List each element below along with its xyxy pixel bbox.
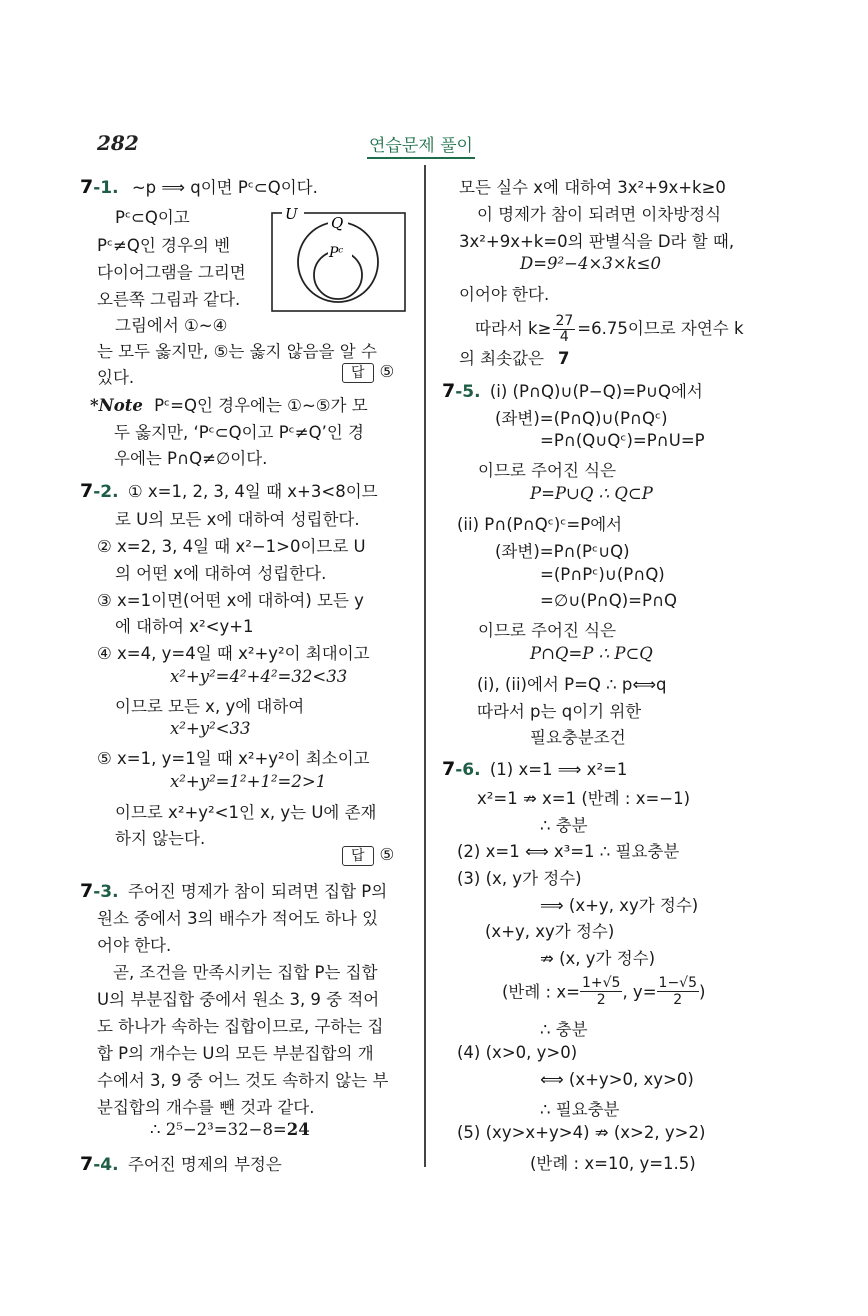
text-line: ④ x=4, y=4일 때 x²+y²이 최대이고 bbox=[97, 644, 370, 663]
answer-label-box: 답 bbox=[342, 363, 374, 383]
problem-7-3-line-1: 7-3. 주어진 명제가 참이 되려면 집합 P의 bbox=[80, 880, 388, 902]
math-line: x²+y²=4²+4²=32<33 bbox=[170, 667, 348, 686]
problem-number-7-5: 7-5. bbox=[442, 380, 481, 402]
answer-label-box: 답 bbox=[342, 846, 374, 866]
text-line: 의 어떤 x에 대하여 성립한다. bbox=[115, 564, 327, 583]
text-line: 필요충분조건 bbox=[530, 728, 626, 747]
problem-number-7-4: 7-4. bbox=[80, 1153, 119, 1175]
text-line: 이므로 주어진 식은 bbox=[478, 621, 617, 640]
text-line: 이므로 x²+y²<1인 x, y는 U에 존재 bbox=[115, 803, 377, 822]
text-line: 따라서 p는 q이기 위한 bbox=[477, 702, 642, 721]
text-line: 다이어그램을 그리면 bbox=[97, 263, 246, 282]
text-line: 도 하나가 속하는 집합이므로, 구하는 집 bbox=[97, 1017, 384, 1036]
fraction-y: $\frac{1-√5}{2}$ bbox=[658, 975, 697, 1008]
venn-diagram bbox=[270, 205, 410, 315]
counterexample-line: (반례 : x= $\frac{1+√5}{2}$ , y= $\frac{1-√5}{2}$ ) bbox=[502, 975, 706, 1008]
text-line: 3x²+9x+k=0의 판별식을 D라 할 때, bbox=[459, 232, 735, 251]
text-line: 는 모두 옳지만, ⑤는 옳지 않음을 알 수 bbox=[97, 342, 377, 361]
venn-q-label: Q bbox=[331, 214, 344, 232]
text-line: 있다. bbox=[97, 368, 135, 387]
math-line: P∩Q=P ∴ P⊂Q bbox=[530, 644, 653, 663]
math-line: x²+y²=1²+1²=2>1 bbox=[170, 772, 327, 791]
problem-7-4-line-1: 7-4. 주어진 명제의 부정은 bbox=[80, 1153, 282, 1175]
text-line: 어야 한다. bbox=[97, 936, 172, 955]
text-line: U의 부분집합 중에서 원소 3, 9 중 적어 bbox=[97, 990, 380, 1009]
text-line: ③ x=1이면(어떤 x에 대하여) 모든 y bbox=[97, 591, 364, 610]
problem-number-7-1: 7-1. bbox=[80, 176, 119, 198]
text-line: ∴ 충분 bbox=[540, 1020, 588, 1039]
fraction-x: $\frac{1+√5}{2}$ bbox=[581, 975, 621, 1008]
text-line: 분집합의 개수를 뺀 것과 같다. bbox=[97, 1098, 315, 1117]
text-line: =∅∪(P∩Q)=P∩Q bbox=[540, 591, 678, 610]
text-line: 의 최솟값은 7 bbox=[459, 349, 570, 368]
text-line: 합 P의 개수는 U의 모든 부분집합의 개 bbox=[97, 1044, 374, 1063]
note-line-1: *Note Pᶜ=Q인 경우에는 ①~⑤가 모 bbox=[90, 396, 368, 415]
text-line: =(P∩Pᶜ)∪(P∩Q) bbox=[540, 565, 665, 584]
text-line: 오른쪽 그림과 같다. bbox=[97, 290, 241, 309]
text-line: 이므로 모든 x, y에 대하여 bbox=[115, 697, 305, 716]
text-line: 수에서 3, 9 중 어느 것도 속하지 않는 부 bbox=[97, 1071, 389, 1090]
text-line: 원소 중에서 3의 배수가 적어도 하나 있 bbox=[97, 909, 379, 928]
section-title: 연습문제 풀이 bbox=[367, 131, 475, 159]
text-line: 그림에서 ①~④ bbox=[115, 316, 228, 335]
text-line: x²=1 ⇏ x=1 (반례 : x=−1) bbox=[477, 789, 691, 808]
problem-number-7-6: 7-6. bbox=[442, 758, 481, 780]
venn-pc-label: Pᶜ bbox=[329, 245, 344, 261]
venn-universe-label: U bbox=[285, 205, 298, 223]
text-line: (4) (x>0, y>0) bbox=[457, 1043, 578, 1062]
problem-7-5-line-1: 7-5. (i) (P∩Q)∪(P−Q)=P∪Q에서 bbox=[442, 380, 703, 402]
text-line: ⟹ (x+y, xy가 정수) bbox=[540, 896, 699, 915]
answer-7-2: 답 ⑤ bbox=[342, 845, 394, 866]
note-line: 우에는 P∩Q≠∅이다. bbox=[114, 449, 268, 468]
text-line: ⇏ (x, y가 정수) bbox=[540, 949, 656, 968]
text-line: (2) x=1 ⟺ x³=1 ∴ 필요충분 bbox=[457, 842, 680, 861]
page-number: 282 bbox=[97, 131, 139, 155]
problem-number-7-3: 7-3. bbox=[80, 880, 119, 902]
text-line: 곧, 조건을 만족시키는 집합 P는 집합 bbox=[113, 963, 378, 982]
text-line: (x+y, xy가 정수) bbox=[485, 922, 615, 941]
text-line: 모든 실수 x에 대하여 3x²+9x+k≥0 bbox=[459, 178, 726, 197]
column-divider bbox=[424, 165, 426, 1167]
text-line: 이어야 한다. bbox=[459, 285, 550, 304]
result-line-7-3: ∴ 2⁵−2³=32−8=24 bbox=[150, 1120, 310, 1139]
text-line: ∴ 필요충분 bbox=[540, 1100, 620, 1119]
text-line: (좌변)=P∩(Pᶜ∪Q) bbox=[495, 542, 630, 561]
text-line: 이 명제가 참이 되려면 이차방정식 bbox=[477, 205, 722, 224]
text-line: (3) (x, y가 정수) bbox=[457, 869, 582, 888]
text-line: Pᶜ≠Q인 경우의 벤 bbox=[97, 236, 231, 255]
math-line: P=P∪Q ∴ Q⊂P bbox=[530, 484, 653, 503]
text-line: =P∩(Q∪Qᶜ)=P∩U=P bbox=[540, 431, 705, 450]
answer-7-1: 답 ⑤ bbox=[342, 362, 394, 383]
note-line: 두 옳지만, ‘Pᶜ⊂Q이고 Pᶜ≠Q’인 경 bbox=[114, 423, 364, 442]
text-line: (좌변)=(P∩Q)∪(P∩Qᶜ) bbox=[495, 409, 668, 428]
text-line: ⑤ x=1, y=1일 때 x²+y²이 최소이고 bbox=[97, 749, 370, 768]
text-line: ② x=2, 3, 4일 때 x²−1>0이므로 U bbox=[97, 537, 366, 556]
text-line: 이므로 주어진 식은 bbox=[478, 461, 617, 480]
problem-7-1-line-1: 7-1. ~p ⟹ q이면 Pᶜ⊂Q이다. bbox=[80, 176, 318, 198]
math-line: D=9²−4×3×k≤0 bbox=[520, 254, 661, 273]
text-line: (ii) P∩(P∩Qᶜ)ᶜ=P에서 bbox=[457, 515, 623, 534]
text-line: ∴ 충분 bbox=[540, 816, 588, 835]
problem-7-2-line-1: 7-2. ① x=1, 2, 3, 4일 때 x+3<8이므 bbox=[80, 480, 378, 502]
text-line: (5) (xy>x+y>4) ⇏ (x>2, y>2) bbox=[457, 1123, 706, 1142]
fraction-line: 따라서 k≥ $\frac{27}{4}$ =6.75이므로 자연수 k bbox=[475, 313, 744, 345]
text-line: Pᶜ⊂Q이고 bbox=[115, 208, 190, 227]
problem-7-6-line-1: 7-6. (1) x=1 ⟹ x²=1 bbox=[442, 758, 628, 780]
text-line: 에 대하여 x²<y+1 bbox=[115, 617, 254, 636]
text-line: (i), (ii)에서 P=Q ∴ p⟺q bbox=[477, 675, 667, 694]
text-line: 로 U의 모든 x에 대하여 성립한다. bbox=[115, 510, 360, 529]
text-line: (반례 : x=10, y=1.5) bbox=[530, 1154, 696, 1173]
text-line: 하지 않는다. bbox=[115, 829, 206, 848]
math-line: x²+y²<33 bbox=[170, 719, 251, 738]
fraction: $\frac{27}{4}$ bbox=[555, 313, 574, 345]
text-line: ⟺ (x+y>0, xy>0) bbox=[540, 1070, 694, 1089]
problem-number-7-2: 7-2. bbox=[80, 480, 119, 502]
